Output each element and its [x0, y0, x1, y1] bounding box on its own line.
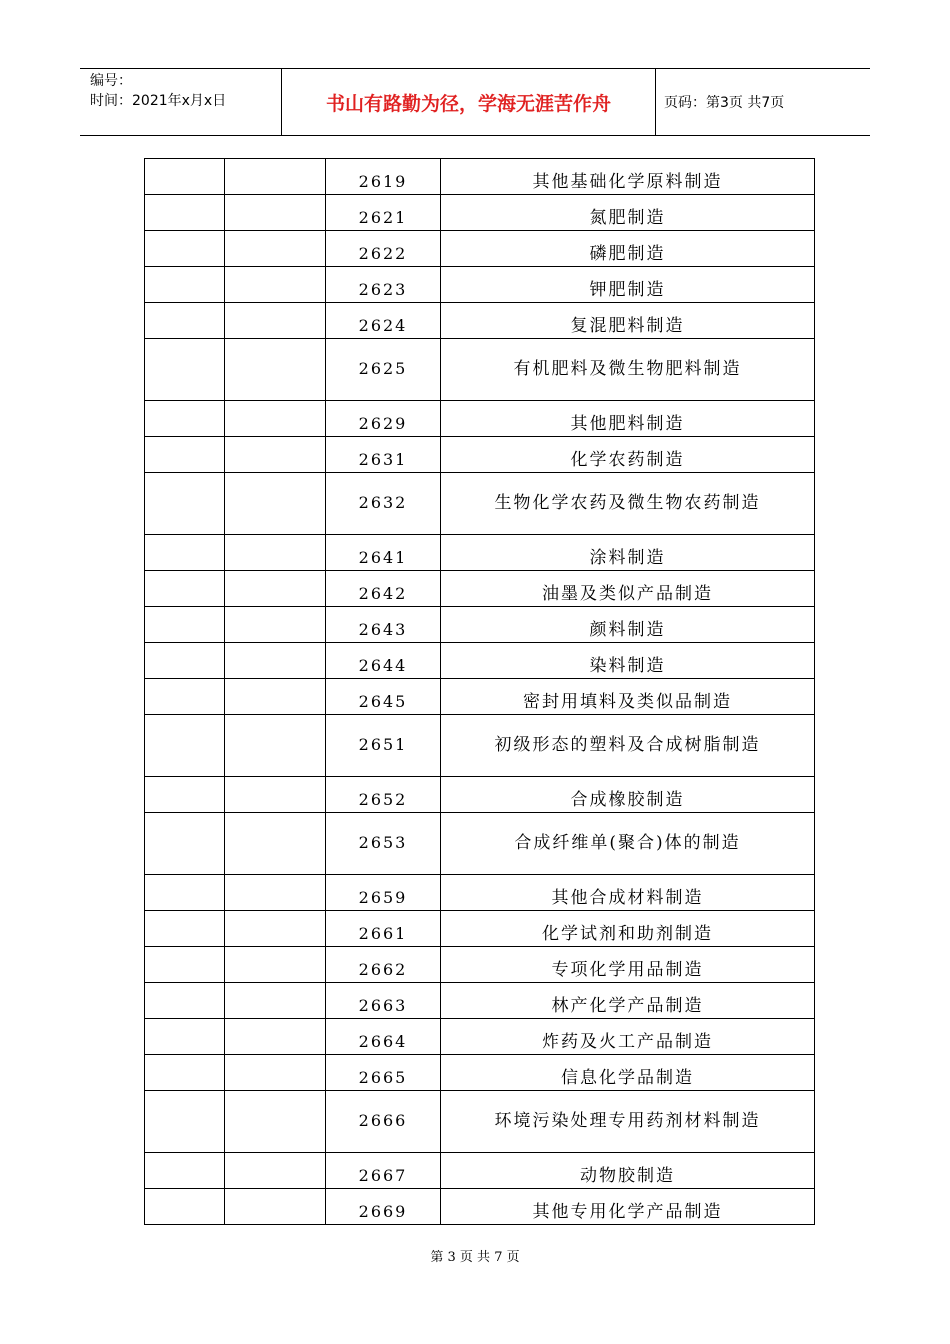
empty-cell-category — [145, 777, 225, 813]
empty-cell-category — [145, 911, 225, 947]
empty-cell-subcategory — [225, 947, 326, 983]
industry-code-cell: 2653 — [326, 813, 441, 875]
page-footer: 第 3 页 共 7 页 — [430, 1250, 520, 1265]
industry-code-cell: 2665 — [326, 1055, 441, 1091]
industry-code-cell: 2632 — [326, 473, 441, 535]
table-row — [145, 643, 815, 679]
empty-cell-subcategory — [225, 679, 326, 715]
industry-code-cell: 2645 — [326, 679, 441, 715]
industry-code-cell: 2666 — [326, 1091, 441, 1153]
industry-code-table — [144, 158, 815, 1225]
industry-code-cell: 2624 — [326, 303, 441, 339]
empty-cell-subcategory — [225, 911, 326, 947]
header-page-info: 页码：第3页 共7页 — [664, 95, 785, 111]
industry-name-cell: 环境污染处理专用药剂材料制造 — [441, 1091, 815, 1153]
industry-name-cell: 合成纤维单(聚合)体的制造 — [441, 813, 815, 875]
empty-cell-category — [145, 1091, 225, 1153]
header-motto: 书山有路勤为径，学海无涯苦作舟 — [281, 69, 656, 135]
empty-cell-subcategory — [225, 1153, 326, 1189]
header-meta — [90, 71, 290, 111]
table-body — [145, 159, 815, 1225]
industry-name-cell: 其他基础化学原料制造 — [441, 159, 815, 195]
table-row — [145, 875, 815, 911]
table-row — [145, 1019, 815, 1055]
table-row — [145, 535, 815, 571]
industry-name-cell: 信息化学品制造 — [441, 1055, 815, 1091]
table-row — [145, 231, 815, 267]
table-row — [145, 437, 815, 473]
industry-name-cell: 初级形态的塑料及合成树脂制造 — [441, 715, 815, 777]
industry-name-cell: 颜料制造 — [441, 607, 815, 643]
empty-cell-category — [145, 607, 225, 643]
industry-name-cell: 钾肥制造 — [441, 267, 815, 303]
table-row — [145, 607, 815, 643]
empty-cell-subcategory — [225, 1091, 326, 1153]
empty-cell-subcategory — [225, 983, 326, 1019]
empty-cell-subcategory — [225, 1019, 326, 1055]
empty-cell-subcategory — [225, 571, 326, 607]
industry-code-cell: 2619 — [326, 159, 441, 195]
industry-code-cell: 2625 — [326, 339, 441, 401]
industry-name-cell: 氮肥制造 — [441, 195, 815, 231]
table-row — [145, 983, 815, 1019]
industry-name-cell: 复混肥料制造 — [441, 303, 815, 339]
industry-code-cell: 2629 — [326, 401, 441, 437]
table-row — [145, 947, 815, 983]
table-row — [145, 267, 815, 303]
industry-code-cell: 2652 — [326, 777, 441, 813]
empty-cell-category — [145, 571, 225, 607]
industry-name-cell: 有机肥料及微生物肥料制造 — [441, 339, 815, 401]
empty-cell-category — [145, 231, 225, 267]
table-row — [145, 571, 815, 607]
industry-name-cell: 动物胶制造 — [441, 1153, 815, 1189]
industry-code-cell: 2621 — [326, 195, 441, 231]
industry-code-cell: 2659 — [326, 875, 441, 911]
industry-name-cell: 合成橡胶制造 — [441, 777, 815, 813]
empty-cell-category — [145, 437, 225, 473]
table-row — [145, 159, 815, 195]
industry-name-cell: 密封用填料及类似品制造 — [441, 679, 815, 715]
empty-cell-subcategory — [225, 159, 326, 195]
empty-cell-subcategory — [225, 643, 326, 679]
empty-cell-category — [145, 339, 225, 401]
empty-cell-subcategory — [225, 401, 326, 437]
empty-cell-category — [145, 195, 225, 231]
industry-name-cell: 其他合成材料制造 — [441, 875, 815, 911]
number-label: 编号： — [90, 73, 132, 89]
table-row — [145, 1055, 815, 1091]
empty-cell-subcategory — [225, 303, 326, 339]
industry-code-cell: 2643 — [326, 607, 441, 643]
industry-code-cell: 2664 — [326, 1019, 441, 1055]
empty-cell-category — [145, 473, 225, 535]
empty-cell-subcategory — [225, 437, 326, 473]
industry-code-cell: 2667 — [326, 1153, 441, 1189]
empty-cell-subcategory — [225, 473, 326, 535]
industry-name-cell: 专项化学用品制造 — [441, 947, 815, 983]
empty-cell-category — [145, 983, 225, 1019]
empty-cell-category — [145, 1019, 225, 1055]
industry-code-cell: 2651 — [326, 715, 441, 777]
table-row — [145, 1153, 815, 1189]
empty-cell-subcategory — [225, 267, 326, 303]
empty-cell-category — [145, 1055, 225, 1091]
table-row — [145, 303, 815, 339]
table-row — [145, 473, 815, 535]
industry-code-cell: 2662 — [326, 947, 441, 983]
table-row — [145, 813, 815, 875]
time-label: 时间：2021年x月x日 — [90, 93, 227, 109]
table-row — [145, 679, 815, 715]
table-row — [145, 339, 815, 401]
empty-cell-category — [145, 303, 225, 339]
table-row — [145, 1091, 815, 1153]
industry-name-cell: 其他肥料制造 — [441, 401, 815, 437]
industry-code-cell: 2631 — [326, 437, 441, 473]
industry-name-cell: 炸药及火工产品制造 — [441, 1019, 815, 1055]
empty-cell-subcategory — [225, 1189, 326, 1225]
empty-cell-subcategory — [225, 231, 326, 267]
industry-name-cell: 其他专用化学产品制造 — [441, 1189, 815, 1225]
empty-cell-subcategory — [225, 607, 326, 643]
industry-code-cell: 2641 — [326, 535, 441, 571]
empty-cell-subcategory — [225, 535, 326, 571]
table-row — [145, 715, 815, 777]
empty-cell-category — [145, 159, 225, 195]
empty-cell-category — [145, 679, 225, 715]
industry-code-cell: 2623 — [326, 267, 441, 303]
empty-cell-subcategory — [225, 875, 326, 911]
industry-name-cell: 化学农药制造 — [441, 437, 815, 473]
table-row — [145, 401, 815, 437]
industry-code-cell: 2642 — [326, 571, 441, 607]
industry-name-cell: 生物化学农药及微生物农药制造 — [441, 473, 815, 535]
table-row — [145, 195, 815, 231]
empty-cell-category — [145, 1153, 225, 1189]
industry-code-cell: 2622 — [326, 231, 441, 267]
empty-cell-subcategory — [225, 777, 326, 813]
empty-cell-subcategory — [225, 715, 326, 777]
industry-code-cell: 2644 — [326, 643, 441, 679]
industry-name-cell: 油墨及类似产品制造 — [441, 571, 815, 607]
table-row — [145, 777, 815, 813]
empty-cell-category — [145, 643, 225, 679]
empty-cell-category — [145, 1189, 225, 1225]
empty-cell-subcategory — [225, 813, 326, 875]
industry-name-cell: 染料制造 — [441, 643, 815, 679]
empty-cell-category — [145, 401, 225, 437]
empty-cell-category — [145, 875, 225, 911]
empty-cell-category — [145, 267, 225, 303]
industry-code-cell: 2663 — [326, 983, 441, 1019]
empty-cell-subcategory — [225, 339, 326, 401]
industry-name-cell: 涂料制造 — [441, 535, 815, 571]
empty-cell-category — [145, 535, 225, 571]
page-header — [80, 68, 870, 136]
empty-cell-category — [145, 813, 225, 875]
industry-name-cell: 化学试剂和助剂制造 — [441, 911, 815, 947]
empty-cell-subcategory — [225, 1055, 326, 1091]
industry-code-cell: 2661 — [326, 911, 441, 947]
table-row — [145, 1189, 815, 1225]
empty-cell-category — [145, 947, 225, 983]
industry-code-cell: 2669 — [326, 1189, 441, 1225]
table-row — [145, 911, 815, 947]
empty-cell-category — [145, 715, 225, 777]
industry-name-cell: 林产化学产品制造 — [441, 983, 815, 1019]
industry-name-cell: 磷肥制造 — [441, 231, 815, 267]
empty-cell-subcategory — [225, 195, 326, 231]
